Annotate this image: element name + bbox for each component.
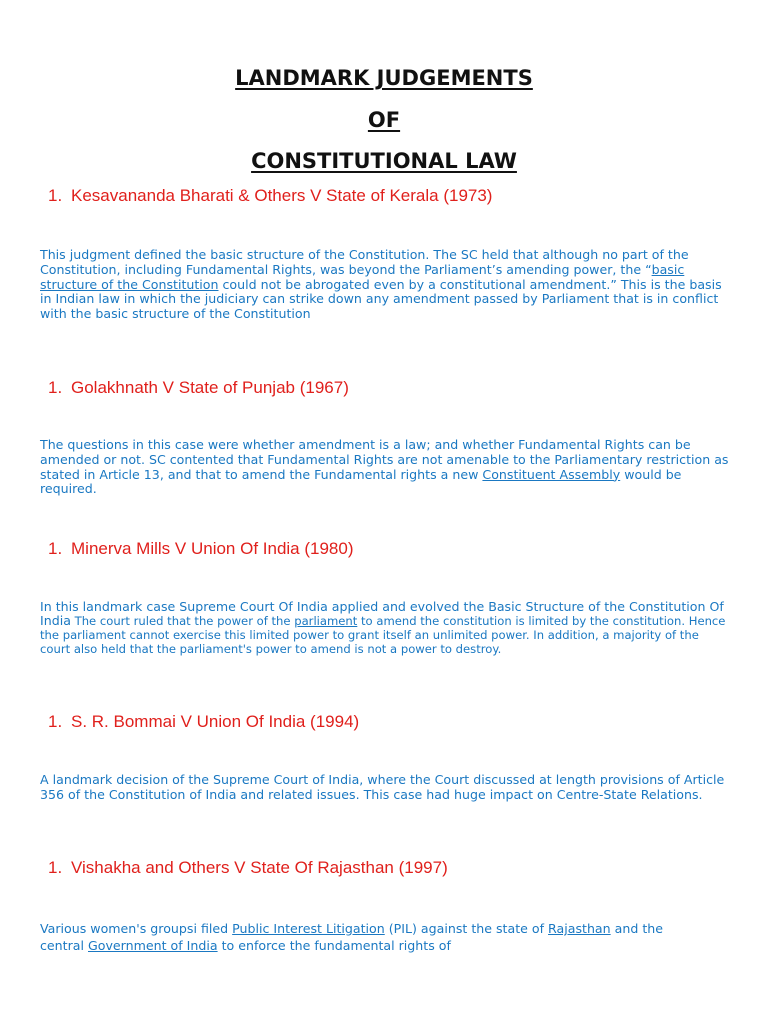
paragraph-text: In this landmark case Supreme Court Of India applied and evolved the Basic Structure of the Constitution Of India bbox=[40, 599, 724, 628]
case-heading-bommai bbox=[48, 712, 359, 732]
title-line-2: OF bbox=[367, 108, 401, 132]
case-heading-golakhnath bbox=[48, 378, 349, 398]
paragraph-text: to enforce the fundamental rights of bbox=[217, 938, 451, 953]
case-number: 1. bbox=[48, 378, 63, 397]
paragraph-text: The court ruled that the power of the bbox=[70, 614, 295, 628]
case-heading-kesavananda bbox=[48, 186, 492, 206]
title-line-3: CONSTITUTIONAL LAW bbox=[251, 149, 517, 173]
government-of-india-link[interactable]: Government of India bbox=[88, 938, 218, 953]
paragraph-text: The questions in this case were whether amendment is a law; and whether Fundamental Rights can be amended or not. SC contented that Fundamental Rights are not amenable to the Parliamentary restriction as stated in Article 13, and that to amend the Fundamental rights a new bbox=[40, 437, 729, 482]
case-number: 1. bbox=[48, 539, 63, 558]
case-paragraph-golakhnath bbox=[40, 438, 730, 497]
paragraph-text: would be required. bbox=[40, 466, 682, 497]
paragraph-text: A landmark decision of the Supreme Court of India, where the Court discussed at length provisions of Article 356 of the Constitution of India and related issues. This case had huge impact on Centre-State Relations. bbox=[40, 772, 725, 802]
case-title: Minerva Mills V Union Of India (1980) bbox=[71, 539, 354, 558]
paragraph-text: This judgment defined the basic structure of the Constitution. The SC held that although no part of the Constitution, including Fundamental Rights, was beyond the Parliament’s amending power, the “ bbox=[40, 247, 689, 277]
paragraph-text: and the central bbox=[40, 921, 664, 953]
case-title: Golakhnath V State of Punjab (1967) bbox=[71, 378, 349, 397]
case-paragraph-bommai bbox=[40, 773, 730, 803]
pil-link[interactable]: Public Interest Litigation bbox=[232, 921, 385, 936]
paragraph-text: could not be abrogated even by a constitutional amendment.” This is the basis in Indian law in which the judiciary can strike down any amendment passed by Parliament that is in conflict with the basic structure of the Constitution bbox=[40, 276, 722, 322]
case-heading-vishakha bbox=[48, 858, 448, 878]
case-paragraph-minerva-mills bbox=[40, 600, 730, 656]
paragraph-text: to amend the constitution is limited by the constitution. Hence the parliament cannot exercise this limited power to grant itself an unlimited power. In addition, a majority of the court also held that the parliament's power to amend is not a power to destroy. bbox=[40, 614, 726, 656]
case-number: 1. bbox=[48, 186, 63, 205]
rajasthan-link[interactable]: Rajasthan bbox=[548, 921, 611, 936]
case-heading-minerva-mills bbox=[48, 539, 354, 559]
case-number: 1. bbox=[48, 858, 63, 877]
title-line-1: LANDMARK JUDGEMENTS bbox=[235, 66, 533, 90]
basic-structure-link[interactable]: basic structure of the Constitution bbox=[40, 261, 685, 292]
paragraph-text: Various women's groupsi filed bbox=[40, 921, 233, 936]
case-paragraph-vishakha bbox=[40, 920, 690, 954]
case-title: S. R. Bommai V Union Of India (1994) bbox=[71, 712, 360, 731]
case-number: 1. bbox=[48, 712, 63, 731]
case-title: Vishakha and Others V State Of Rajasthan (1997) bbox=[71, 858, 448, 877]
case-paragraph-kesavananda bbox=[40, 248, 730, 322]
paragraph-text: (PIL) against the state of bbox=[384, 921, 549, 936]
case-title: Kesavananda Bharati & Others V State of Kerala (1973) bbox=[71, 186, 493, 205]
constituent-assembly-link[interactable]: Constituent Assembly bbox=[482, 466, 621, 482]
parliament-link[interactable]: parliament bbox=[294, 614, 358, 628]
